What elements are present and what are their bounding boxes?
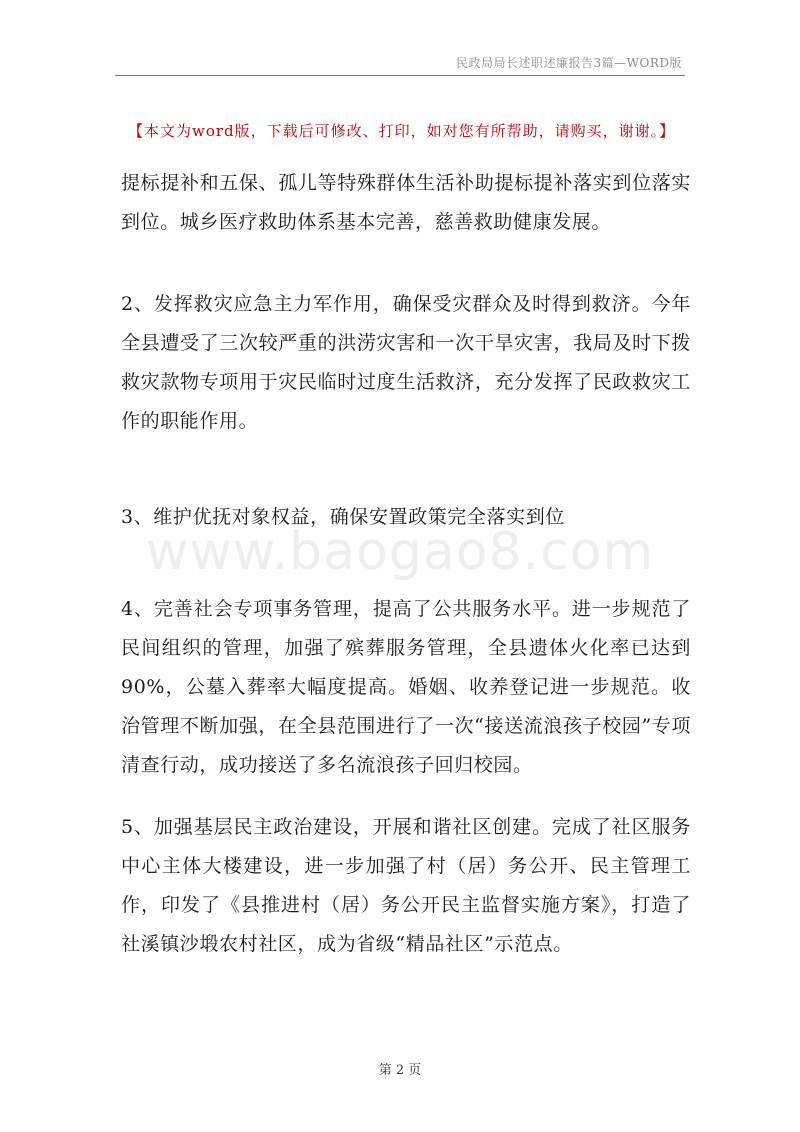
body-paragraph: 4、完善社会专项事务管理，提高了公共服务水平。进一步规范了民间组织的管理，加强了殡葬服务管理，全县遗体火化率已达到90%，公墓入葬率大幅度提高。婚姻、收养登记进一步规范。收治管理不断加强，在全县范围进行了一次“接送流浪孩子校园”专项清查行动，成功接送了多名流浪孩子回归校园。 bbox=[121, 598, 691, 776]
body-paragraph: 2、发挥救灾应急主力军作用，确保受灾群众及时得到救济。今年全县遭受了三次较严重的洪涝灾害和一次干旱灾害，我局及时下拨救灾款物专项用于灾民临时过度生活救济，充分发挥了民政救灾工作的职能作用。 bbox=[121, 293, 691, 432]
page-number: 第 2 页 bbox=[378, 1063, 422, 1078]
page-header-title: 民政局局长述职述廉报告3篇—WORD版 bbox=[456, 56, 682, 70]
download-notice: 【本文为word版，下载后可修改、打印，如对您有所帮助，请购买，谢谢。】 bbox=[128, 122, 676, 140]
watermark-text: www.baogao8.com bbox=[145, 522, 655, 582]
header-divider bbox=[115, 75, 685, 76]
body-paragraph: 3、维护优抚对象权益，确保安置政策完全落实到位 bbox=[121, 506, 565, 528]
body-paragraph: 提标提补和五保、孤儿等特殊群体生活补助提标提补落实到位落实到位。城乡医疗救助体系基本完善，慈善救助健康发展。 bbox=[121, 172, 691, 233]
body-paragraph: 5、加强基层民主政治建设，开展和谐社区创建。完成了社区服务中心主体大楼建设，进一步加强了村（居）务公开、民主管理工作，印发了《县推进村（居）务公开民主监督实施方案》，打造了社溪镇沙塅农村社区，成为省级“精品社区”示范点。 bbox=[121, 816, 691, 955]
